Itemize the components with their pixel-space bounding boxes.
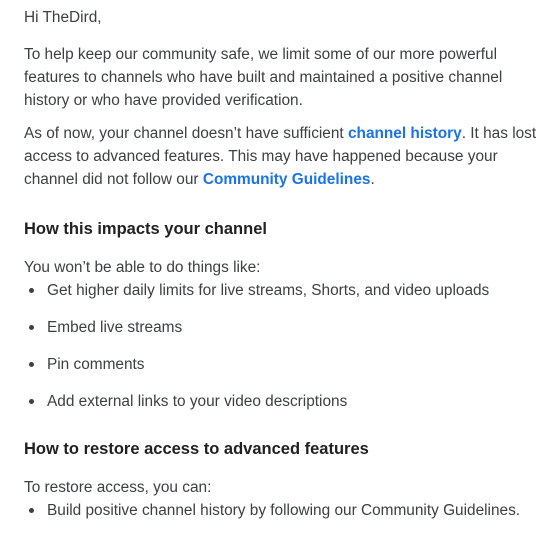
channel-history-link[interactable]: channel history [347,125,462,142]
bullet-icon [29,325,34,330]
restore-list [24,499,538,522]
status-text-middle: . It has lost access to advanced features. This may have happened because your channel did not follow our [24,125,537,188]
list-item-text: Get higher daily limits for live streams, Shorts, and video uploads [47,282,490,299]
impact-list [24,279,538,413]
status-text-after: . [370,171,375,188]
list-item-text: Build positive channel history by following our Community Guidelines. [47,502,521,519]
status-text-before: As of now, your channel doesn’t have sufficient [24,125,348,142]
bullet-icon [29,362,34,367]
impact-intro: You won’t be able to do things like: [24,259,261,276]
status-paragraph [24,122,538,191]
list-item-text: Add external links to your video descriptions [47,393,348,410]
restore-intro: To restore access, you can: [24,479,212,496]
bullet-icon [29,288,34,293]
intro-paragraph: To help keep our community safe, we limit some of our more powerful features to channels who have built and maintained a positive channel history or who have provided verification. [24,46,503,109]
list-item [24,353,538,376]
list-item-text: Pin comments [47,356,145,373]
list-item-text: Embed live streams [47,319,183,336]
bullet-icon [29,399,34,404]
list-item [24,279,538,302]
list-item [24,390,538,413]
impact-heading: How this impacts your channel [24,220,267,238]
restore-heading: How to restore access to advanced features [24,440,369,458]
greeting: Hi TheDird, [24,9,102,26]
community-guidelines-link[interactable]: Community Guidelines [202,171,371,188]
bullet-icon [29,508,34,513]
list-item [24,316,538,339]
list-item [24,499,538,522]
